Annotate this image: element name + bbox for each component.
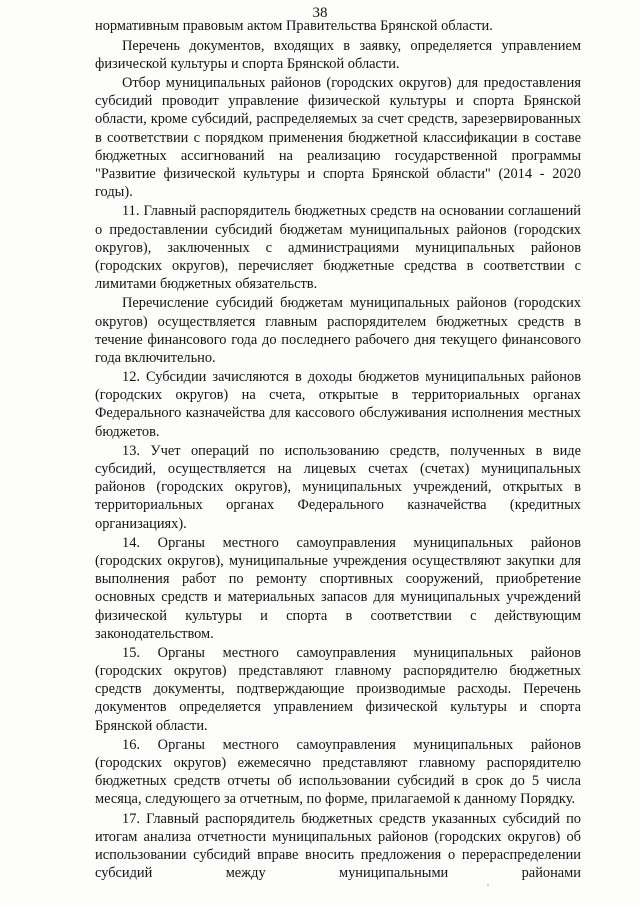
paragraph: 14. Органы местного самоуправления муниципальных районов (городских округов), муниципальные учреждения осуществляют закупки для выполнения работ по ремонту спортивных сооружений, приобретение основных средств и материальных запасов для муниципальных учреждений физической культуры и спорта в соответствии с действующим законодательством. [95, 535, 581, 642]
paragraph: 13. Учет операций по использованию средств, полученных в виде субсидий, осуществляется на лицевых счетах (счетах) муниципальных районов (городских округов), муниципальных учреждений, открытых в территориальных органах Федерального казначейства (кредитных организациях). [95, 443, 581, 532]
paragraph: 15. Органы местного самоуправления муниципальных районов (городских округов) представляют главному распорядителю бюджетных средств документы, подтверждающие производимые расходы. Перечень документов определяется управлением физической культуры и спорта Брянской области. [95, 645, 581, 734]
scan-speck [487, 884, 489, 886]
paragraph: 12. Субсидии зачисляются в доходы бюджетов муниципальных районов (городских округов) на счета, открытые в территориальных органах Федерального казначейства для кассового обслуживания исполнения местных бюджетов. [95, 369, 581, 440]
paragraph: Перечисление субсидий бюджетам муниципальных районов (городских округов) осуществляется главным распорядителем бюджетных средств в течение финансового года до последнего рабочего дня текущего финансового года включительно. [95, 295, 581, 366]
paragraph: 17. Главный распорядитель бюджетных средств указанных субсидий по итогам анализа отчетности муниципальных районов (городских округов) об использовании субсидий вправе вносить предложения о перераспределении субсидий между муниципальными районами [95, 811, 581, 882]
paragraph: Перечень документов, входящих в заявку, определяется управлением физической культуры и спорта Брянской области. [95, 37, 581, 72]
paragraph: нормативным правовым актом Правительства Брянской области. [95, 18, 493, 34]
paragraph: 11. Главный распорядитель бюджетных средств на основании соглашений о предоставлении субсидий бюджетам муниципальных районов (городских округов), заключенных с администрациями муниципальных районов (городских округов), перечисляет бюджетные средства в соответствии с лимитами бюджетных обязательств. [95, 203, 581, 292]
page-number: 38 [312, 5, 328, 21]
paragraph: 16. Органы местного самоуправления муниципальных районов (городских округов) ежемесячно представляют главному распорядителю бюджетных средств отчеты об использовании субсидий в срок до 5 числа месяца, следующего за отчетным, по форме, прилагаемой к данному Порядку. [95, 737, 581, 808]
document-body [95, 17, 581, 884]
paragraph: Отбор муниципальных районов (городских округов) для предоставления субсидий проводит управление физической культуры и спорта Брянской области, кроме субсидий, распределяемых за счет средств, зарезервированных в соответствии с порядком применения бюджетной классификации в составе бюджетных ассигнований на реализацию государственной программы "Развитие физической культуры и спорта Брянской области" (2014 - 2020 годы). [95, 75, 581, 200]
